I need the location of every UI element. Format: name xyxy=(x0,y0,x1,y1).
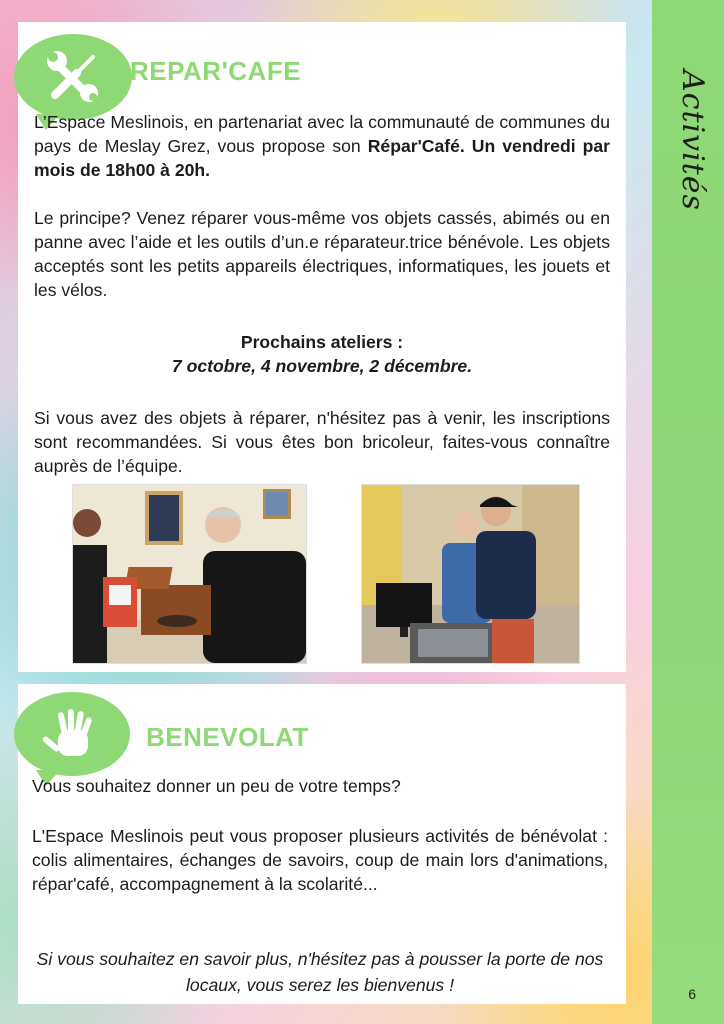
reparcafe-title: REPAR'CAFE xyxy=(130,56,302,86)
next-workshops-dates: 7 octobre, 4 novembre, 2 décembre. xyxy=(171,356,473,376)
tools-icon xyxy=(14,34,132,120)
next-workshops-heading: Prochains ateliers : xyxy=(240,332,404,352)
photo-repair-session xyxy=(72,484,307,664)
benevolat-closing: Si vous souhaitez en savoir plus, n'hésitez pas à pousser la porte de nos locaux, vous serez les bienvenus ! xyxy=(36,949,604,995)
photo-computer-repair xyxy=(361,484,580,664)
reparcafe-intro xyxy=(34,110,610,182)
intro-bold: Répar'Café. Un vendredi par mois de 18h00 à 20h. xyxy=(34,136,610,180)
section-label: Activités xyxy=(675,70,710,211)
sidebar-strip xyxy=(652,0,724,1024)
hand-icon xyxy=(14,692,130,776)
reparcafe-invite: Si vous avez des objets à réparer, n'hésitez pas à venir, les inscriptions sont recommandées. Si vous êtes bon bricoleur, faites-vous connaître auprès de l’équipe. xyxy=(34,408,610,476)
reparcafe-principle: Le principe? Venez réparer vous-même vos objets cassés, abimés ou en panne avec l’aide et les outils d’un.e réparateur.trice bénévole. Les objets acceptés sont les petits appareils électriques, informatiques, les jouets et les vélos. xyxy=(34,208,610,300)
reparcafe-card xyxy=(18,22,626,672)
benevolat-question: Vous souhaitez donner un peu de votre temps? xyxy=(32,776,401,796)
benevolat-card xyxy=(18,684,626,1004)
intro-text: L’Espace Meslinois, en partenariat avec la communauté de communes du pays de Meslay Grez, vous propose son xyxy=(34,112,610,156)
page-number: 6 xyxy=(688,986,696,1002)
benevolat-activities: L'Espace Meslinois peut vous proposer plusieurs activités de bénévolat : colis alimentaires, échanges de savoirs, coup de main lors d'animations, répar'café, accompagnement à la scolarité... xyxy=(32,826,608,894)
benevolat-title: BENEVOLAT xyxy=(146,722,309,752)
